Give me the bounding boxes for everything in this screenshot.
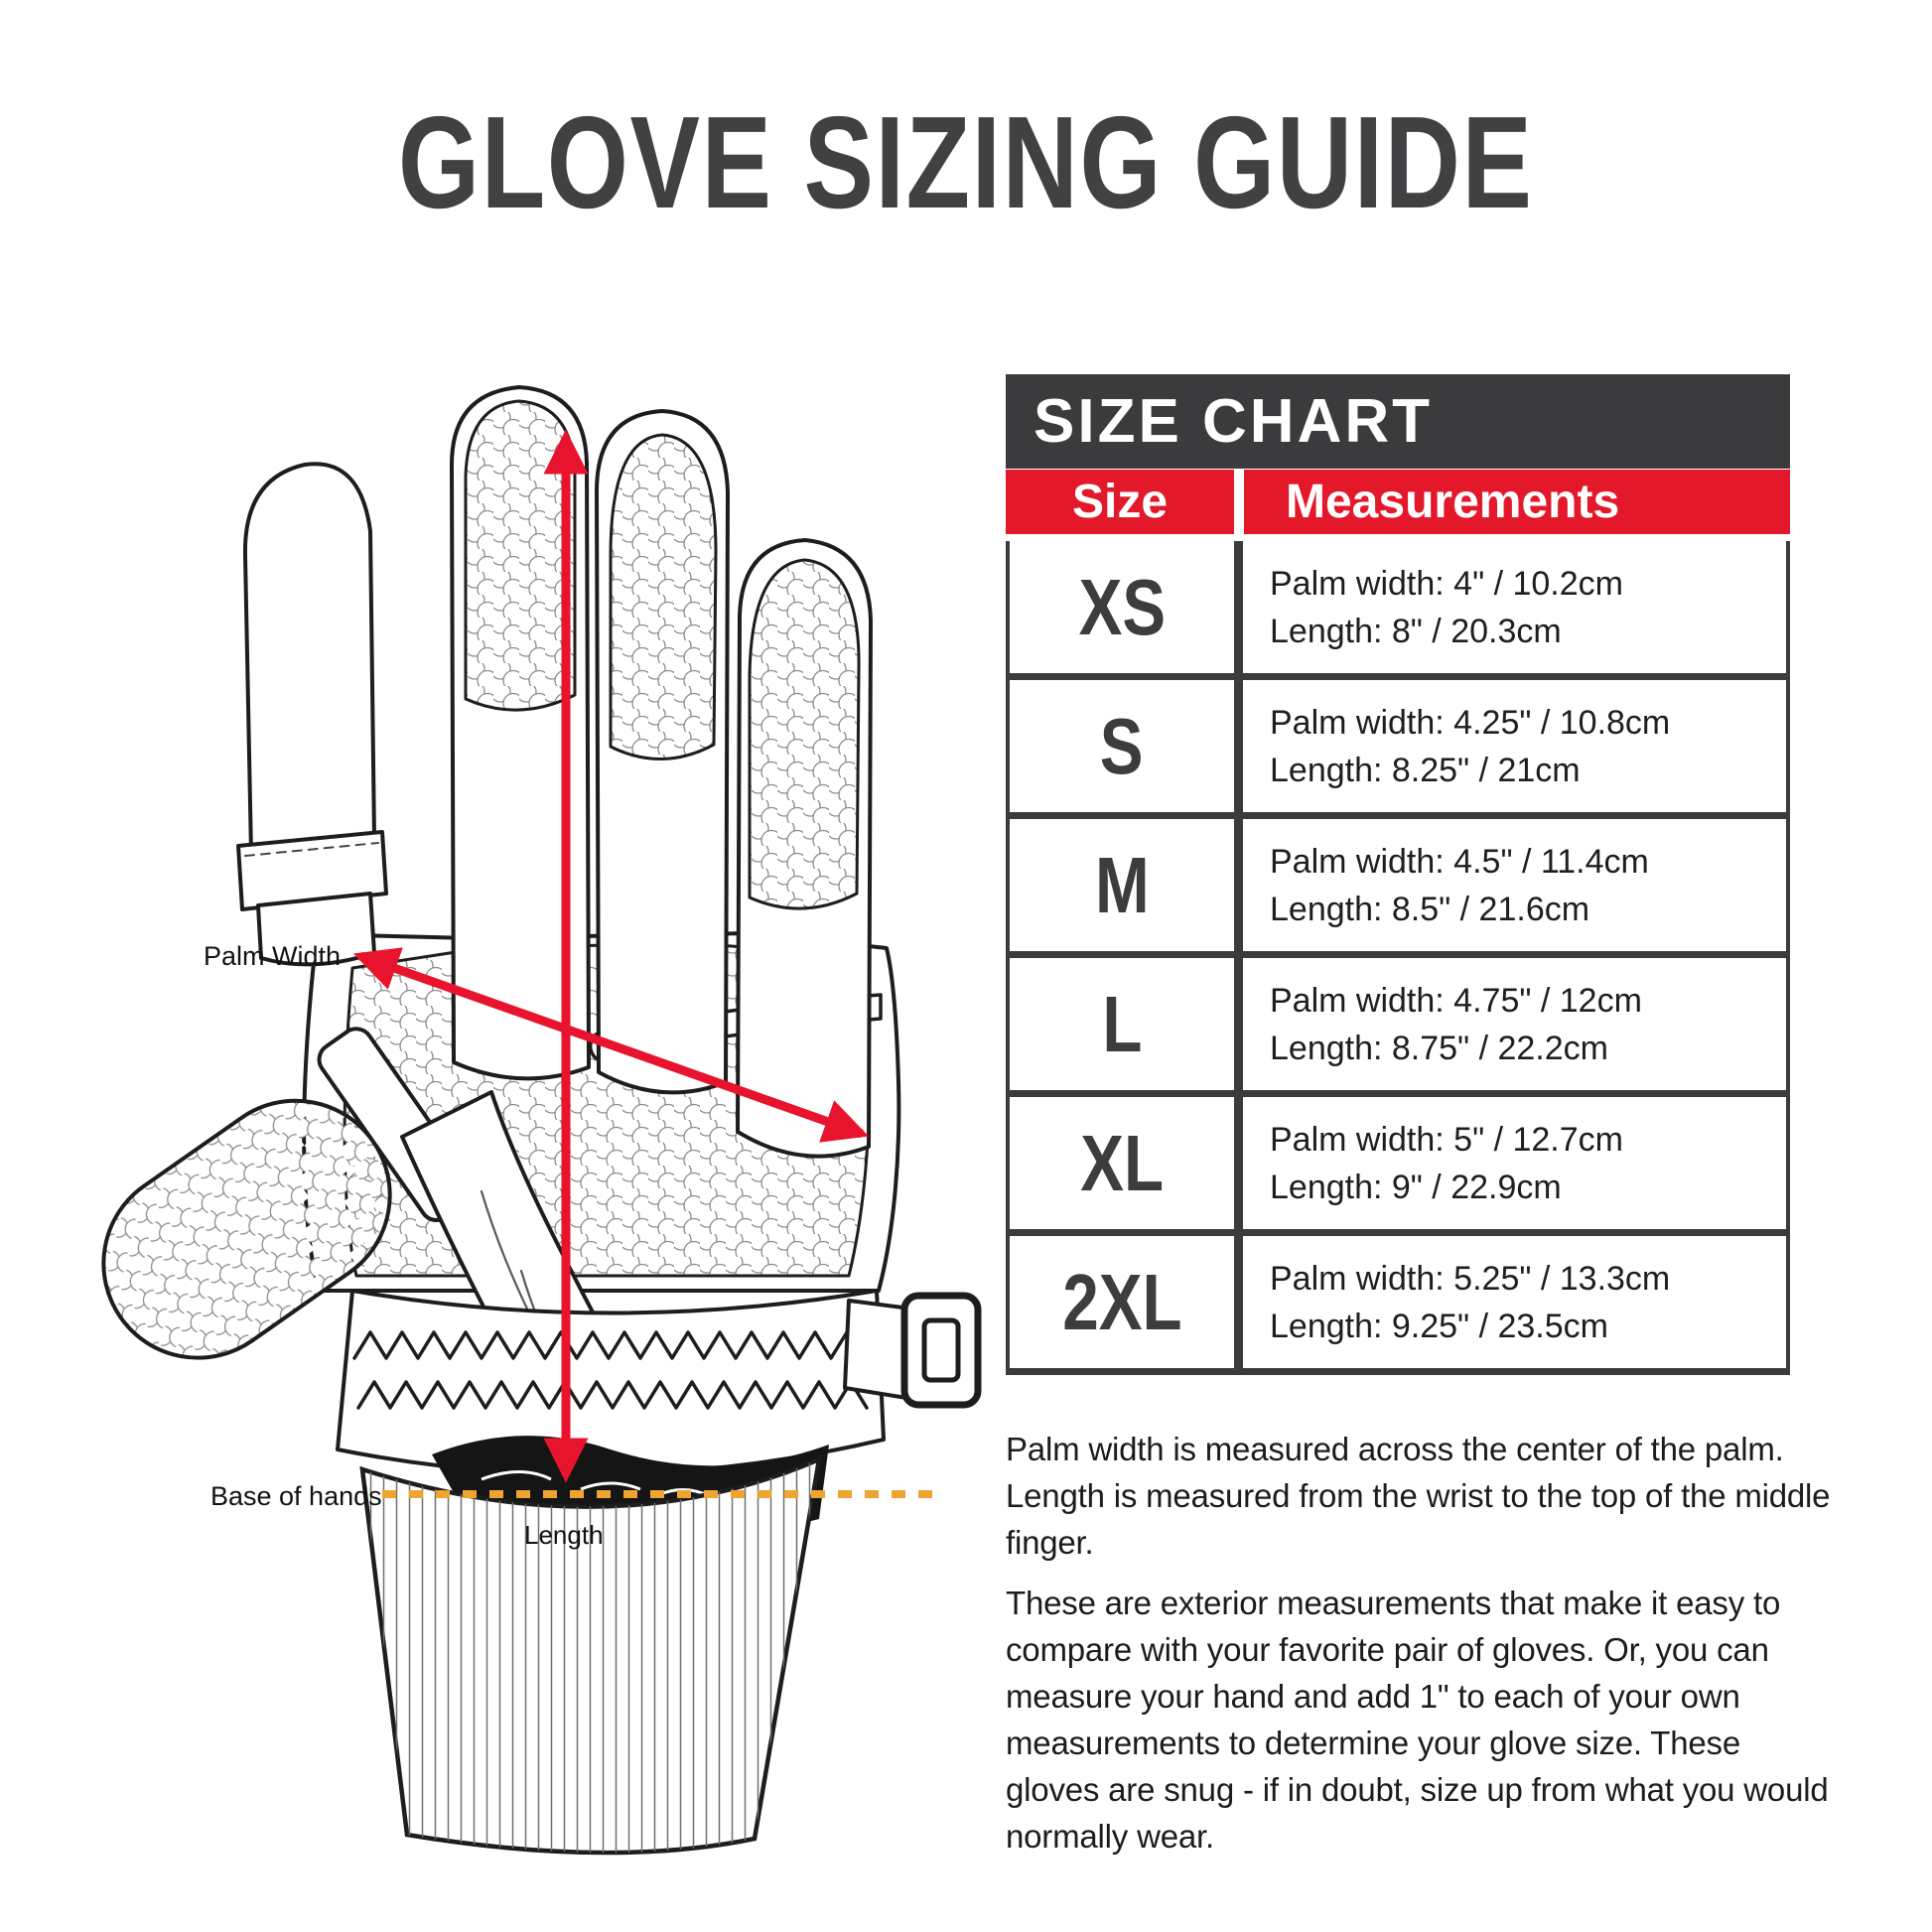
size-label: L: [1101, 979, 1143, 1068]
table-row: [1010, 1236, 1786, 1368]
length-value: Length: 8.25" / 21cm: [1270, 751, 1581, 789]
page-title: [0, 87, 1932, 237]
glove-strap: [845, 1301, 910, 1398]
size-cell: [1010, 958, 1243, 1090]
size-label: M: [1094, 840, 1150, 929]
palm-width-value: Palm width: 5" / 12.7cm: [1270, 1120, 1623, 1159]
note-measurement-definition: Palm width is measured across the center of the palm. Length is measured from the wrist to the top of the middle finger.: [1006, 1431, 1831, 1561]
glove-middle-fingertip-pad: [466, 401, 575, 710]
measurements-cell: [1243, 958, 1786, 1090]
measurements-cell: [1243, 1097, 1786, 1229]
palm-width-value: Palm width: 4.5" / 11.4cm: [1270, 842, 1649, 881]
table-row: [1010, 541, 1786, 673]
palm-width-value: Palm width: 4.75" / 12cm: [1270, 981, 1642, 1020]
length-value: Length: 9.25" / 23.5cm: [1270, 1307, 1608, 1345]
size-label: 2XL: [1061, 1257, 1182, 1346]
table-row: [1010, 680, 1786, 812]
size-chart-title: SIZE CHART: [1034, 387, 1433, 456]
measurements-column-header-text: Measurements: [1286, 476, 1620, 528]
size-column-header-text: Size: [1071, 476, 1169, 528]
glove-illustration: [55, 298, 998, 1857]
size-cell: [1010, 680, 1243, 812]
size-column-header: [1006, 470, 1234, 534]
palm-width-value: Palm width: 4" / 10.2cm: [1270, 564, 1623, 603]
measurements-column-header: [1244, 470, 1790, 534]
note-fit-advice: These are exterior measurements that make it easy to compare with your favorite pair of gloves. Or, you can measure your hand and add 1" to each of your own measurements to determine your glove size. These gloves are snug - if in doubt, size up from what you would normally wear.: [1006, 1585, 1829, 1855]
header-divider: [1234, 470, 1244, 534]
length-value: Length: 8.75" / 22.2cm: [1270, 1029, 1608, 1067]
length-value: Length: 8" / 20.3cm: [1270, 612, 1562, 650]
table-row: [1010, 819, 1786, 951]
base-of-hands-label: Base of hands: [210, 1481, 382, 1511]
glove-ring-fingertip-pad: [611, 435, 716, 759]
size-label: XS: [1078, 562, 1166, 651]
page-title-text: GLOVE SIZING GUIDE: [398, 89, 1534, 235]
measurements-cell: [1243, 680, 1786, 812]
measurements-cell: [1243, 819, 1786, 951]
size-label: S: [1100, 701, 1144, 790]
palm-width-label: Palm Width: [204, 941, 342, 971]
size-cell: [1010, 1236, 1243, 1368]
palm-width-value: Palm width: 4.25" / 10.8cm: [1270, 703, 1671, 742]
size-chart-titlebar: [1006, 374, 1790, 469]
glove-pinky-cap: [245, 464, 374, 859]
size-chart-header-row: [1006, 470, 1790, 534]
length-value: Length: 9" / 22.9cm: [1270, 1168, 1562, 1206]
sizing-notes: [1006, 1426, 1832, 1873]
table-row: [1010, 958, 1786, 1090]
size-cell: [1010, 819, 1243, 951]
length-value: Length: 8.5" / 21.6cm: [1270, 890, 1590, 928]
size-cell: [1010, 1097, 1243, 1229]
measurements-cell: [1243, 541, 1786, 673]
measurements-cell: [1243, 1236, 1786, 1368]
glove-index-fingertip-pad: [750, 560, 859, 908]
size-label: XL: [1080, 1118, 1164, 1207]
glove-buckle: [904, 1296, 978, 1405]
size-chart: [1006, 374, 1790, 1375]
glove-knit-cuff-ribs: [362, 1459, 819, 1853]
glove-wrist: [338, 1291, 884, 1474]
size-cell: [1010, 541, 1243, 673]
glove-figure: [55, 298, 998, 1857]
length-label: Length: [524, 1520, 604, 1550]
palm-width-value: Palm width: 5.25" / 13.3cm: [1270, 1259, 1671, 1298]
table-row: [1010, 1097, 1786, 1229]
size-chart-body: [1006, 541, 1790, 1375]
